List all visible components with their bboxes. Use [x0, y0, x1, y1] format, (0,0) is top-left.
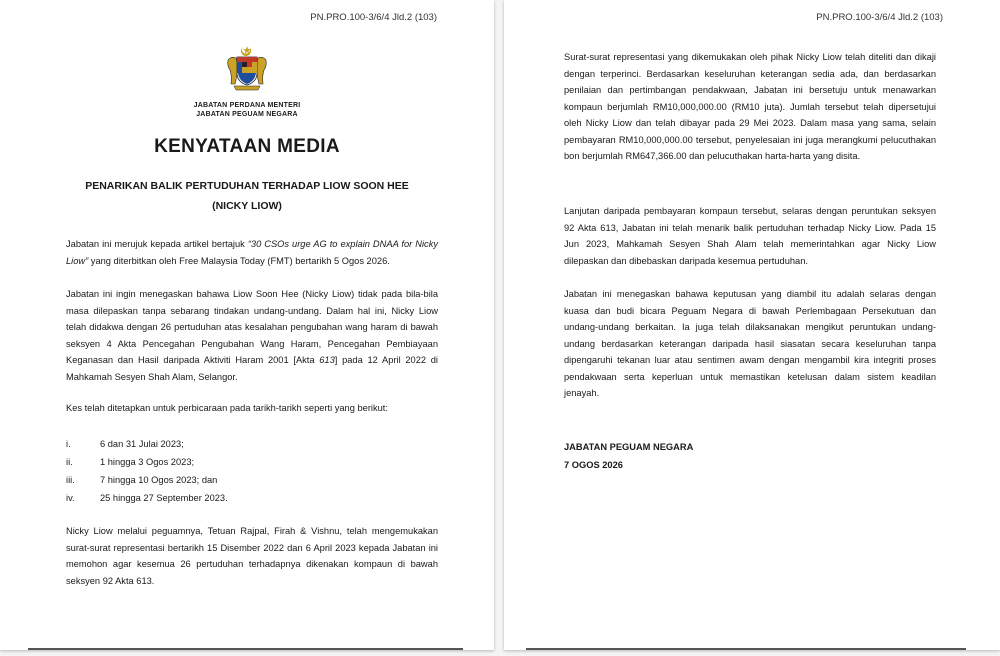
department-line-1: JABATAN PERDANA MENTERI	[193, 102, 301, 109]
page1-paragraph-1: Jabatan ini merujuk kepada artikel bertajuk “30 CSOs urge AG to explain DNAA for Nicky Liow” yang diterbitkan oleh Free Malaysia Today (FMT) bertarikh 5 Ogos 2026.	[66, 239, 438, 266]
signature-date: 7 OGOS 2026	[564, 460, 623, 470]
department-line-2: JABATAN PEGUAM NEGARA	[196, 111, 298, 118]
page1-paragraph-4: Nicky Liow melalui peguamnya, Tetuan Rajpal, Firah & Vishnu, telah mengemukakan surat-surat representasi bertarikh 15 Disember 2022 dan 6 April 2023 kepada Jabatan ini memohon agar kesemua 26 pertuduhan terhadapnya dikenakan kompaun di bawah seksyen 92 Akta 613.	[66, 526, 438, 586]
page1-paragraph-2: Jabatan ini ingin menegaskan bahawa Liow Soon Hee (Nicky Liow) tidak pada bila-bila masa dilepaskan tanpa sebarang tindakan undang-undang. Dalam hal ini, Nicky Liow telah didakwa dengan 26 pertuduhan atas kesalahan pengubahan wang haram di bawah seksyen 4 Akta Pencegahan Pengubahan Wang Haram, Pencegahan Pembiayaan Keganasan dan Hasil daripada Aktiviti Haram 2001 [Akta 613] pada 12 April 2022 di Mahkamah Sesyen Shah Alam, Selangor.	[66, 289, 438, 382]
page2-paragraph-3: Jabatan ini menegaskan bahawa keputusan yang diambil itu adalah selaras dengan kuasa dan budi bicara Peguam Negara di bawah Perlembagaan Persekutuan dan undang-undang berkaitan. Ia juga telah dilaksanakan mengikut peruntukan undang-undang berdasarkan keterangan daripada hasil siasatan secara keseluruhan tanpa dipengaruhi tekanan luar atau sentimen awam dengan mengambil kira integriti proses pendakwaan serta keperluan untuk memastikan ketelusan dalam sistem keadilan jenayah.	[564, 289, 936, 398]
subtitle-line-2: (NICKY LIOW)	[212, 200, 282, 212]
document-page-2	[504, 0, 1000, 650]
document-page-1: PN.PRO.100-3/6/4 Jld.2 (103) JABATAN PERDANA MENTERI JABATAN PEGUAM NEGARA KENYATAAN MEDIA PENARIKAN BALIK PERTUDUHAN TERHADAP LIOW SOON HEE (NICKY LIOW) Jabatan ini merujuk kepada artikel bertajuk “30 CSOs urge AG to explain DNAA for Nicky Liow” yang diterbitkan oleh Free Malaysia Today (FMT) bertarikh 5 Ogos 2026. Jabatan ini ingin menegaskan bahawa Liow Soon Hee (Nicky Liow) tidak pada bila-bila masa dilepaskan tanpa sebarang tindakan undang-undang. Dalam hal ini, Nicky Liow telah didakwa dengan 26 pertuduhan atas kesalahan pengubahan wang haram di bawah seksyen 4 Akta Pencegahan Pengubahan Wang Haram, Pencegahan Pembiayaan Keganasan dan Hasil daripada Aktiviti Haram 2001 [Akta 613] pada 12 April 2022 di Mahkamah Sesyen Shah Alam, Selangor. Kes telah ditetapkan untuk perbicaraan pada tarikh-tarikh seperti yang berikut: i. 6 dan 31 Julai 2023; ii. 1 hingga 3 Ogos 2023; iii. 7 hingga 10 Ogos 2023; dan iv. 25 hingga 27 September 2023. Nicky Liow melalui peguamnya, Tetuan Rajpal, Firah & Vishnu, telah mengemukakan surat-surat representasi bertarikh 15 Disember 2022 dan 6 April 2023 kepada Jabatan ini memohon agar kesemua 26 pertuduhan terhadapnya dikenakan kompaun di bawah seksyen 92 Akta 613.	[0, 0, 494, 650]
page2-paragraph-2: Lanjutan daripada pembayaran kompaun tersebut, selaras dengan peruntukan seksyen 92 Akta 613, Jabatan ini telah menarik balik pertuduhan terhadap Nicky Liow. Pada 15 Jun 2023, Mahkamah Sesyen Shah Alam telah memerintahkan agar Nicky Liow dilepaskan dan dibebaskan daripada kesemua pertuduhan.	[564, 206, 936, 266]
malaysia-coat-of-arms-icon	[222, 44, 272, 94]
page-bottom-edge	[526, 648, 966, 650]
page2-paragraph-1: Surat-surat representasi yang dikemukakan oleh pihak Nicky Liow telah diteliti dan dikaji dengan terperinci. Berdasarkan keseluruhan keterangan sedia ada, dan berdasarkan penilaian dan pertimbangan pendakwaan, Jabatan ini bersetuju untuk menawarkan kompaun berjumlah RM10,000,000.00 (RM10 juta). Jumlah tersebut telah dipersetujui oleh Nicky Liow dan telah dibayar pada 29 Mei 2023. Dalam masa yang sama, selain pembayaran RM10,000,000.00 tersebut, penyelesaian ini juga merangkumi pelucuthakan bon berjumlah RM647,366.00 dan pelucuthakan harta-harta yang disita.	[564, 52, 936, 161]
signature-department: JABATAN PEGUAM NEGARA	[564, 442, 694, 452]
document-title: KENYATAAN MEDIA	[154, 136, 340, 157]
reference-number: PN.PRO.100-3/6/4 Jld.2 (103)	[310, 12, 437, 23]
page-bottom-edge	[28, 648, 463, 650]
reference-number: PN.PRO.100-3/6/4 Jld.2 (103)	[816, 12, 943, 23]
subtitle-line-1: PENARIKAN BALIK PERTUDUHAN TERHADAP LIOW SOON HEE	[85, 180, 409, 192]
page1-paragraph-3: Kes telah ditetapkan untuk perbicaraan pada tarikh-tarikh seperti yang berikut:	[66, 403, 388, 413]
